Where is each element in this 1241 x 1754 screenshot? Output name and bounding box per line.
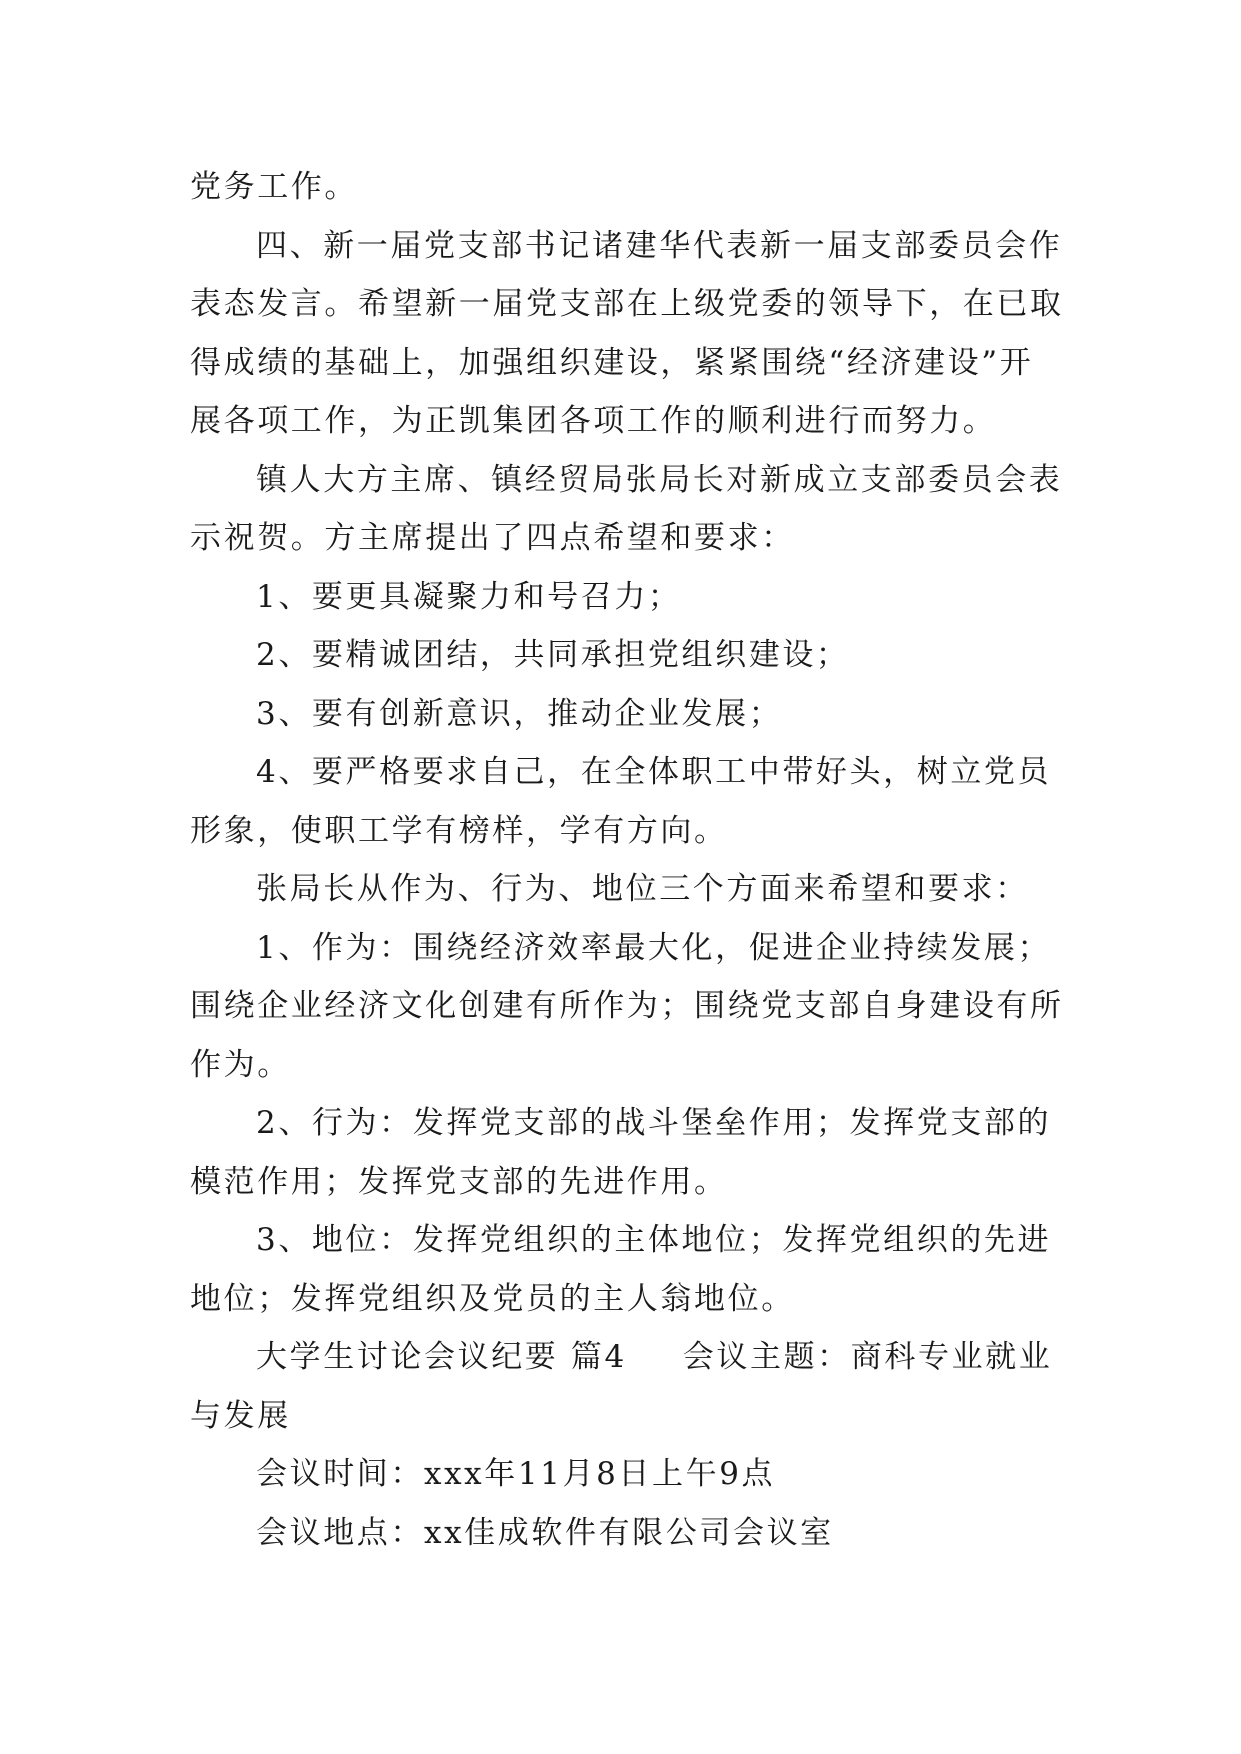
paragraph-line: 四、新一届党支部书记诸建华代表新一届支部委员会作 [256,227,1063,264]
section-heading-line [190,1328,1058,1387]
paragraph-line: 得成绩的基础上，加强组织建设，紧紧围绕“经济建设”开 [190,344,1034,381]
list-item: 2、行为：发挥党支部的战斗堡垒作用；发挥党支部的 [256,1105,1052,1141]
paragraph-line: 示祝贺。方主席提出了四点希望和要求： [190,520,795,556]
paragraph-line: 模范作用；发挥党支部的先进作用。 [190,1163,728,1200]
paragraph-line: 围绕企业经济文化创建有所作为；围绕党支部自身建设有所 [190,988,1064,1024]
meeting-topic: 会议主题：商科专业就业 [682,1339,1053,1375]
document-body [190,158,1064,1562]
list-item: 3、地位：发挥党组织的主体地位；发挥党组织的先进 [256,1222,1052,1258]
list-item: 4、要严格要求自己，在全体职工中带好头，树立党员 [256,754,1052,790]
paragraph-line: 形象，使职工学有榜样，学有方向。 [190,812,728,849]
paragraph-line: 地位；发挥党组织及党员的主人翁地位。 [190,1280,795,1317]
meeting-location: 会议地点：xx佳成软件有限公司会议室 [256,1514,834,1551]
list-item: 3、要有创新意识，推动企业发展； [256,695,783,732]
paragraph-line: 张局长从作为、行为、地位三个方面来希望和要求： [256,871,1029,907]
paragraph-line: 镇人大方主席、镇经贸局张局长对新成立支部委员会表 [256,461,1063,498]
paragraph-line: 表态发言。希望新一届党支部在上级党委的领导下，在已取 [190,286,1064,322]
paragraph-line: 党务工作。 [190,169,358,205]
meeting-topic-continued: 与发展 [190,1397,291,1434]
meeting-time: 会议时间：xxx年11月8日上午9点 [256,1456,776,1492]
section-heading: 大学生讨论会议纪要 篇4 [256,1339,627,1375]
list-item: 2、要精诚团结，共同承担党组织建设； [256,637,850,673]
list-item: 1、作为：围绕经济效率最大化，促进企业持续发展； [256,929,1052,966]
paragraph-line: 展各项工作，为正凯集团各项工作的顺利进行而努力。 [190,403,997,439]
paragraph-line: 作为。 [190,1046,291,1083]
list-item: 1、要更具凝聚力和号召力； [256,578,682,615]
